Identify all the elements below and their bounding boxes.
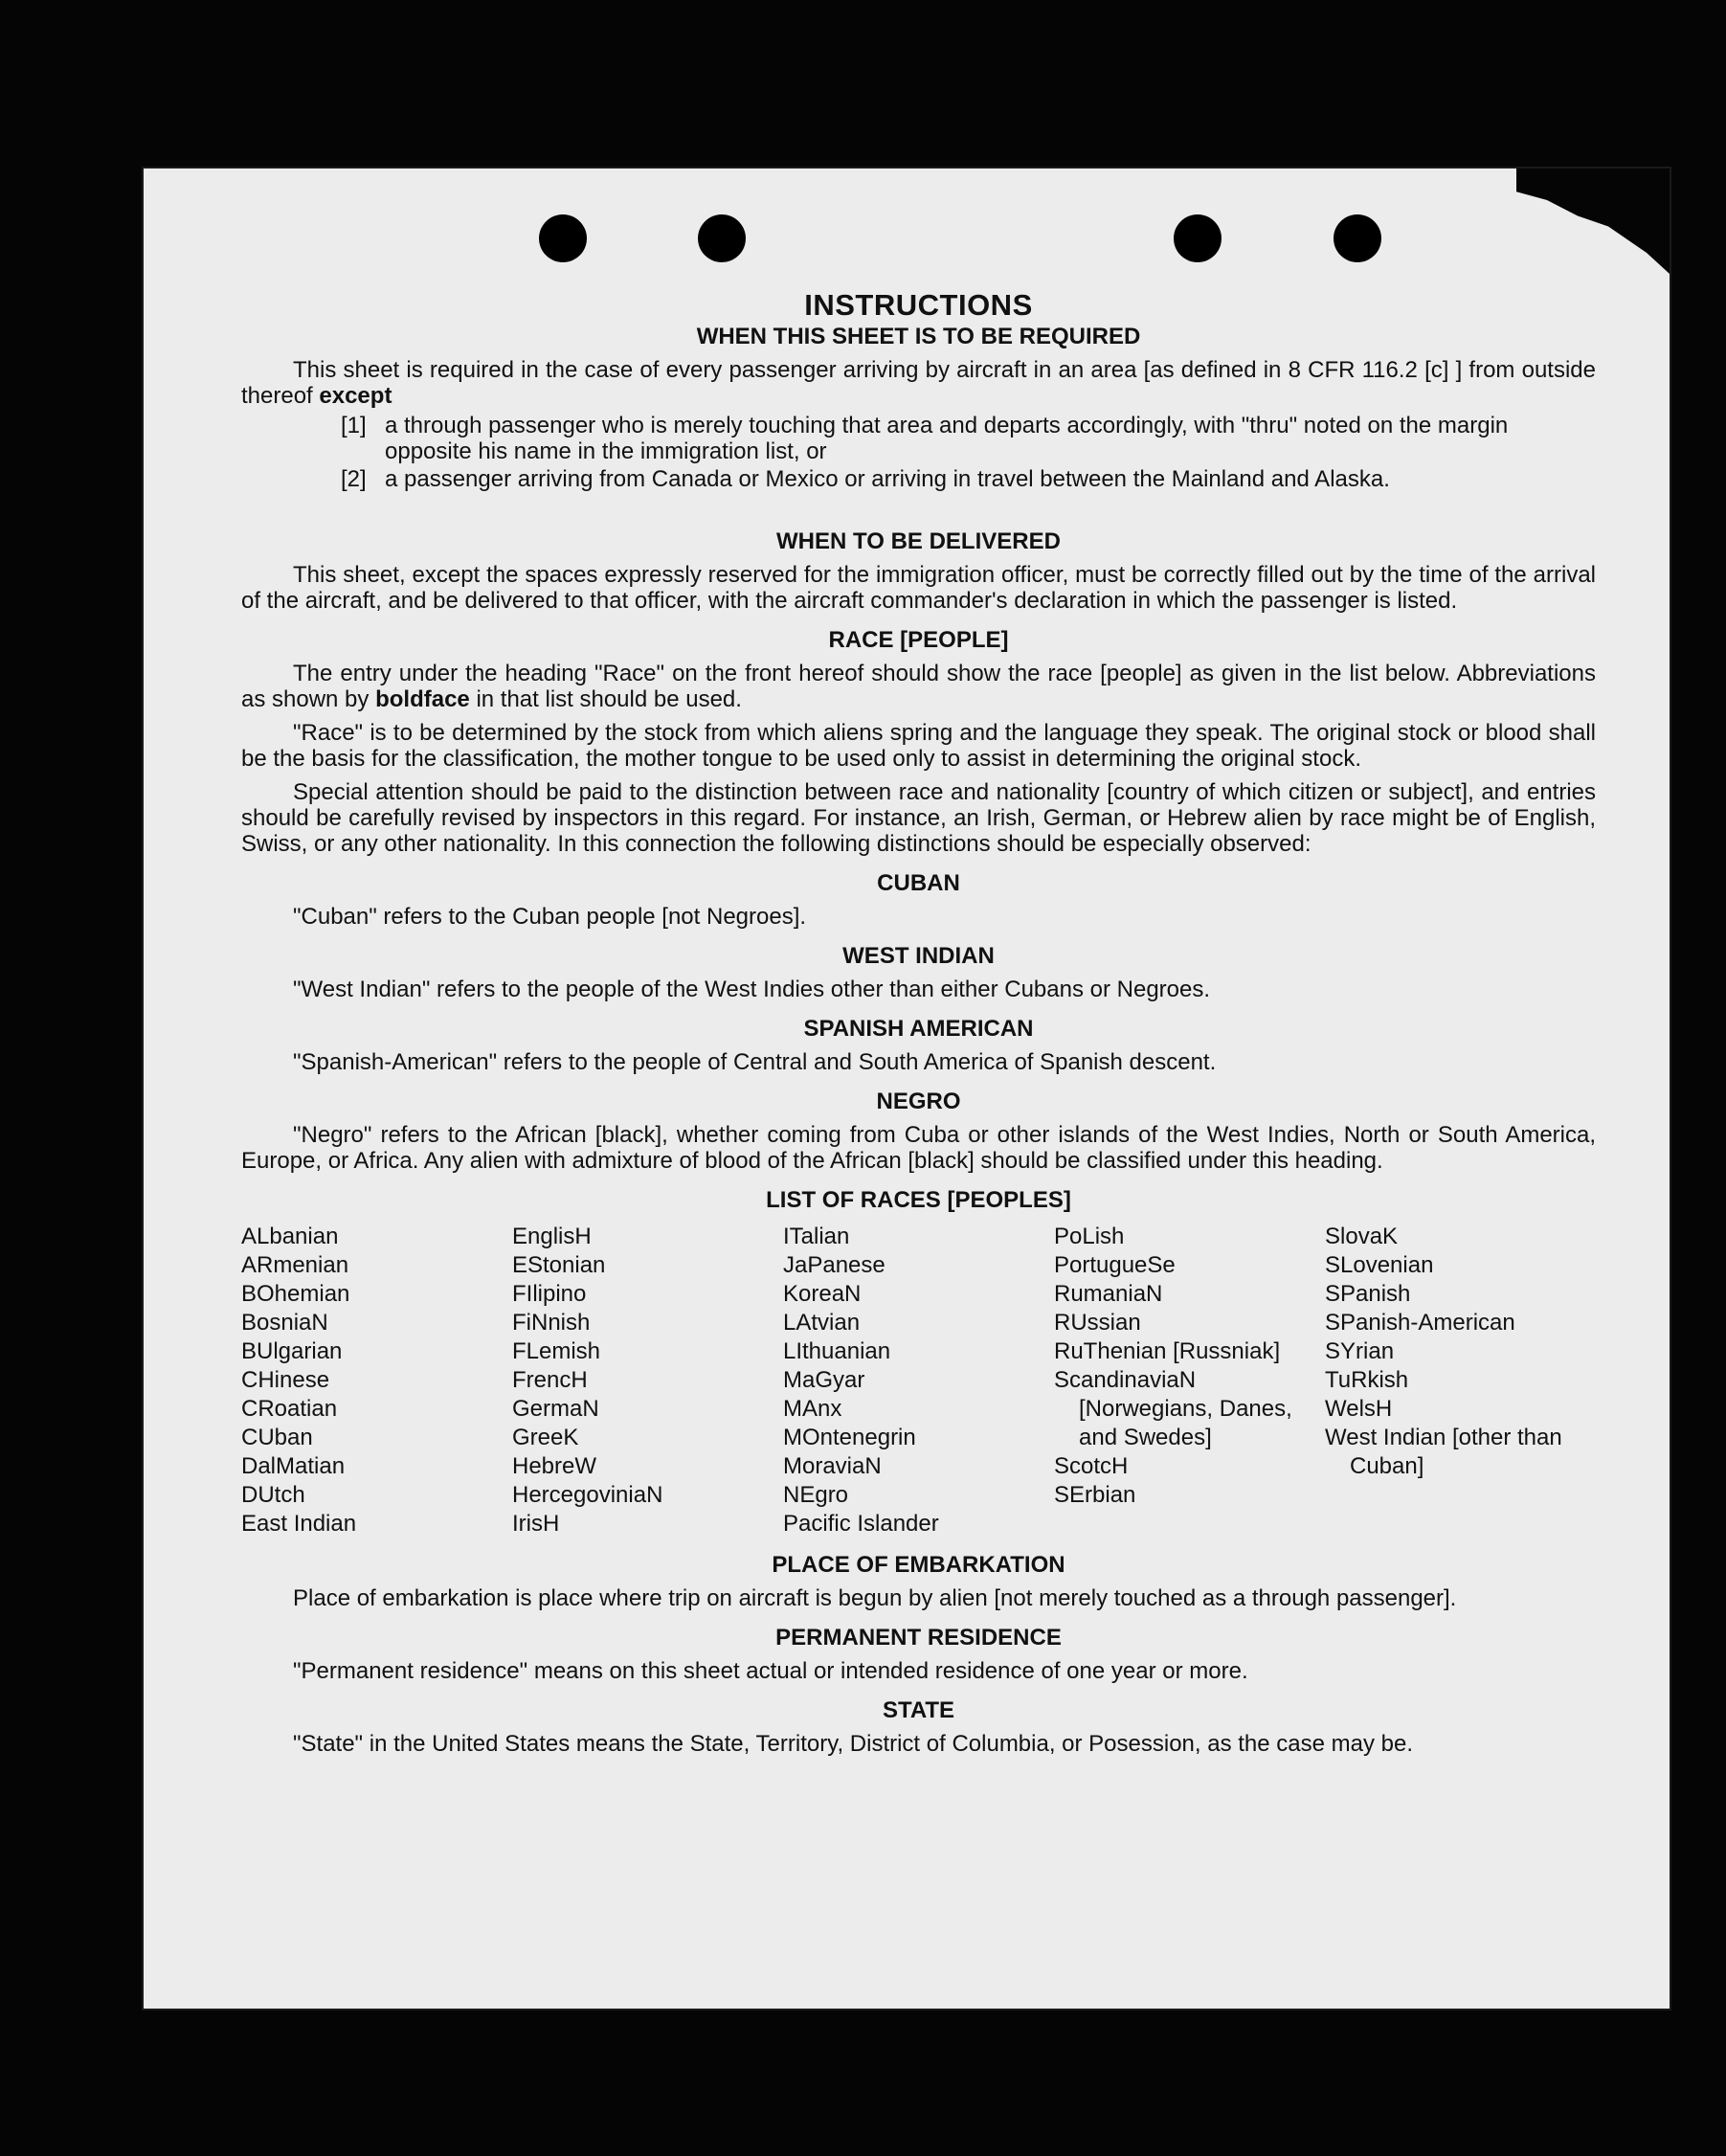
race-item: ScotcH bbox=[1054, 1453, 1129, 1479]
race-paragraph-1: The entry under the heading "Race" on the front hereof should show the race [people] as given in the list below. Abbreviations as shown by boldface in that list should be used. bbox=[241, 661, 1596, 712]
race-item: PoLish bbox=[1054, 1224, 1125, 1249]
required-intro: This sheet is required in the case of every passenger arriving by aircraft in an area [as defined in 8 CFR 116.2 [c] ] from outside thereof except bbox=[241, 357, 1596, 409]
race-item: CUban bbox=[241, 1425, 313, 1450]
race-column bbox=[1054, 1223, 1325, 1538]
race-item: PortugueSe bbox=[1054, 1252, 1176, 1278]
race-item: ALbanian bbox=[241, 1224, 339, 1249]
race-item: WelsH bbox=[1325, 1396, 1393, 1422]
race-item: SlovaK bbox=[1325, 1224, 1399, 1249]
race-item: East Indian bbox=[241, 1511, 357, 1537]
race-item: SLovenian bbox=[1325, 1252, 1434, 1278]
race-item: BosniaN bbox=[241, 1310, 328, 1336]
section-heading-residence: PERMANENT RESIDENCE bbox=[775, 1625, 1062, 1651]
race-item: ScandinaviaN [Norwegians, Danes, and Swedes] bbox=[1054, 1367, 1292, 1450]
exceptions-list bbox=[341, 413, 1596, 492]
section-heading-race: RACE [PEOPLE] bbox=[828, 627, 1009, 653]
section-heading-race-list: LIST OF RACES [PEOPLES] bbox=[766, 1187, 1071, 1213]
race-item: HebreW bbox=[512, 1453, 597, 1479]
section-heading-spanish-american: SPANISH AMERICAN bbox=[803, 1016, 1034, 1042]
race-item: IrisH bbox=[512, 1511, 560, 1537]
race-item: LIthuanian bbox=[783, 1338, 891, 1364]
residence-text: "Permanent residence" means on this sheet actual or intended residence of one year or more. bbox=[293, 1658, 1248, 1684]
section-heading-state: STATE bbox=[882, 1697, 955, 1723]
embarkation-text: Place of embarkation is place where trip on aircraft is begun by alien [not merely touched as a through passenger]. bbox=[293, 1585, 1457, 1611]
race-column bbox=[241, 1223, 512, 1538]
exception-item: [1] a through passenger who is merely touching that area and departs accordingly, with "thru" noted on the margin opposite his name in the immigration list, or bbox=[341, 413, 1509, 464]
race-item: FIlipino bbox=[512, 1281, 587, 1307]
race-item: MOntenegrin bbox=[783, 1425, 916, 1450]
race-item: FrencH bbox=[512, 1367, 588, 1393]
race-item: FiNnish bbox=[512, 1310, 591, 1336]
section-heading-negro: NEGRO bbox=[876, 1089, 961, 1114]
race-item: RUssian bbox=[1054, 1310, 1141, 1336]
race-item: CHinese bbox=[241, 1367, 330, 1393]
spanish-american-text: "Spanish-American" refers to the people of Central and South America of Spanish descent. bbox=[293, 1049, 1217, 1075]
race-item: LAtvian bbox=[783, 1310, 861, 1336]
race-paragraph-3: Special attention should be paid to the distinction between race and nationality [country of which citizen or subject], and entries should be carefully revised by inspectors in this regard. For instance, an Irish, German, or Hebrew alien by race might be of English, Swiss, or any other nationality. In this connection the following distinctions should be especially observed: bbox=[241, 779, 1596, 857]
except-word: except bbox=[319, 383, 392, 409]
race-item: SPanish bbox=[1325, 1281, 1411, 1307]
race-item: GreeK bbox=[512, 1425, 579, 1450]
race-item: GermaN bbox=[512, 1396, 599, 1422]
negro-text: "Negro" refers to the African [black], whether coming from Cuba or other islands of the West Indies, North or South America, Europe, or Africa. Any alien with admixture of blood of the African [black] should be classified under this heading. bbox=[241, 1122, 1596, 1174]
race-item: HercegoviniaN bbox=[512, 1482, 663, 1508]
race-item: DUtch bbox=[241, 1482, 305, 1508]
races-list bbox=[241, 1223, 1596, 1538]
section-heading-required: WHEN THIS SHEET IS TO BE REQUIRED bbox=[696, 324, 1141, 349]
race-item: DalMatian bbox=[241, 1453, 346, 1479]
punch-hole bbox=[1334, 214, 1381, 262]
race-item: MAnx bbox=[783, 1396, 842, 1422]
race-item: CRoatian bbox=[241, 1396, 338, 1422]
race-item: West Indian [other than Cuban] bbox=[1325, 1425, 1562, 1479]
race-item: TuRkish bbox=[1325, 1367, 1409, 1393]
race-item: ITalian bbox=[783, 1224, 850, 1249]
west-indian-text: "West Indian" refers to the people of the West Indies other than either Cubans or Negroes. bbox=[293, 977, 1211, 1002]
race-item: FLemish bbox=[512, 1338, 601, 1364]
race-item: EnglisH bbox=[512, 1224, 592, 1249]
punch-hole bbox=[698, 214, 746, 262]
race-item: BUlgarian bbox=[241, 1338, 343, 1364]
exception-item: [2] a passenger arriving from Canada or Mexico or arriving in travel between the Mainland and Alaska. bbox=[341, 466, 1390, 492]
race-column bbox=[512, 1223, 783, 1538]
race-column bbox=[783, 1223, 1054, 1538]
punch-hole bbox=[1174, 214, 1222, 262]
section-heading-delivered: WHEN TO BE DELIVERED bbox=[776, 528, 1061, 554]
race-item: MoraviaN bbox=[783, 1453, 882, 1479]
race-item: Pacific Islander bbox=[783, 1511, 939, 1537]
race-item: RumaniaN bbox=[1054, 1281, 1163, 1307]
race-item: MaGyar bbox=[783, 1367, 865, 1393]
delivered-text: This sheet, except the spaces expressly reserved for the immigration officer, must be correctly filled out by the time of the arrival of the aircraft, and be delivered to that officer, with the aircraft commander's declaration in which the passenger is listed. bbox=[241, 562, 1596, 614]
race-item: NEgro bbox=[783, 1482, 849, 1508]
race-item: ARmenian bbox=[241, 1252, 349, 1278]
race-item: SPanish-American bbox=[1325, 1310, 1515, 1336]
instructions-content bbox=[241, 288, 1596, 1757]
race-column bbox=[1325, 1223, 1596, 1538]
state-text: "State" in the United States means the State, Territory, District of Columbia, or Posession, as the case may be. bbox=[293, 1731, 1414, 1757]
race-paragraph-2: "Race" is to be determined by the stock from which aliens spring and the language they speak. The original stock or blood shall be the basis for the classification, the mother tongue to be used only to assist in determining the original stock. bbox=[241, 720, 1596, 772]
torn-corner bbox=[1516, 168, 1670, 274]
punch-hole bbox=[539, 214, 587, 262]
race-item: EStonian bbox=[512, 1252, 606, 1278]
section-heading-cuban: CUBAN bbox=[877, 870, 960, 896]
race-item: SErbian bbox=[1054, 1482, 1136, 1508]
race-item: RuThenian [Russniak] bbox=[1054, 1338, 1281, 1364]
page-title: INSTRUCTIONS bbox=[804, 288, 1033, 322]
section-heading-west-indian: WEST INDIAN bbox=[842, 943, 995, 969]
cuban-text: "Cuban" refers to the Cuban people [not Negroes]. bbox=[293, 904, 807, 930]
race-item: KoreaN bbox=[783, 1281, 862, 1307]
section-heading-embarkation: PLACE OF EMBARKATION bbox=[772, 1552, 1065, 1578]
race-item: BOhemian bbox=[241, 1281, 350, 1307]
race-item: JaPanese bbox=[783, 1252, 885, 1278]
race-item: SYrian bbox=[1325, 1338, 1395, 1364]
